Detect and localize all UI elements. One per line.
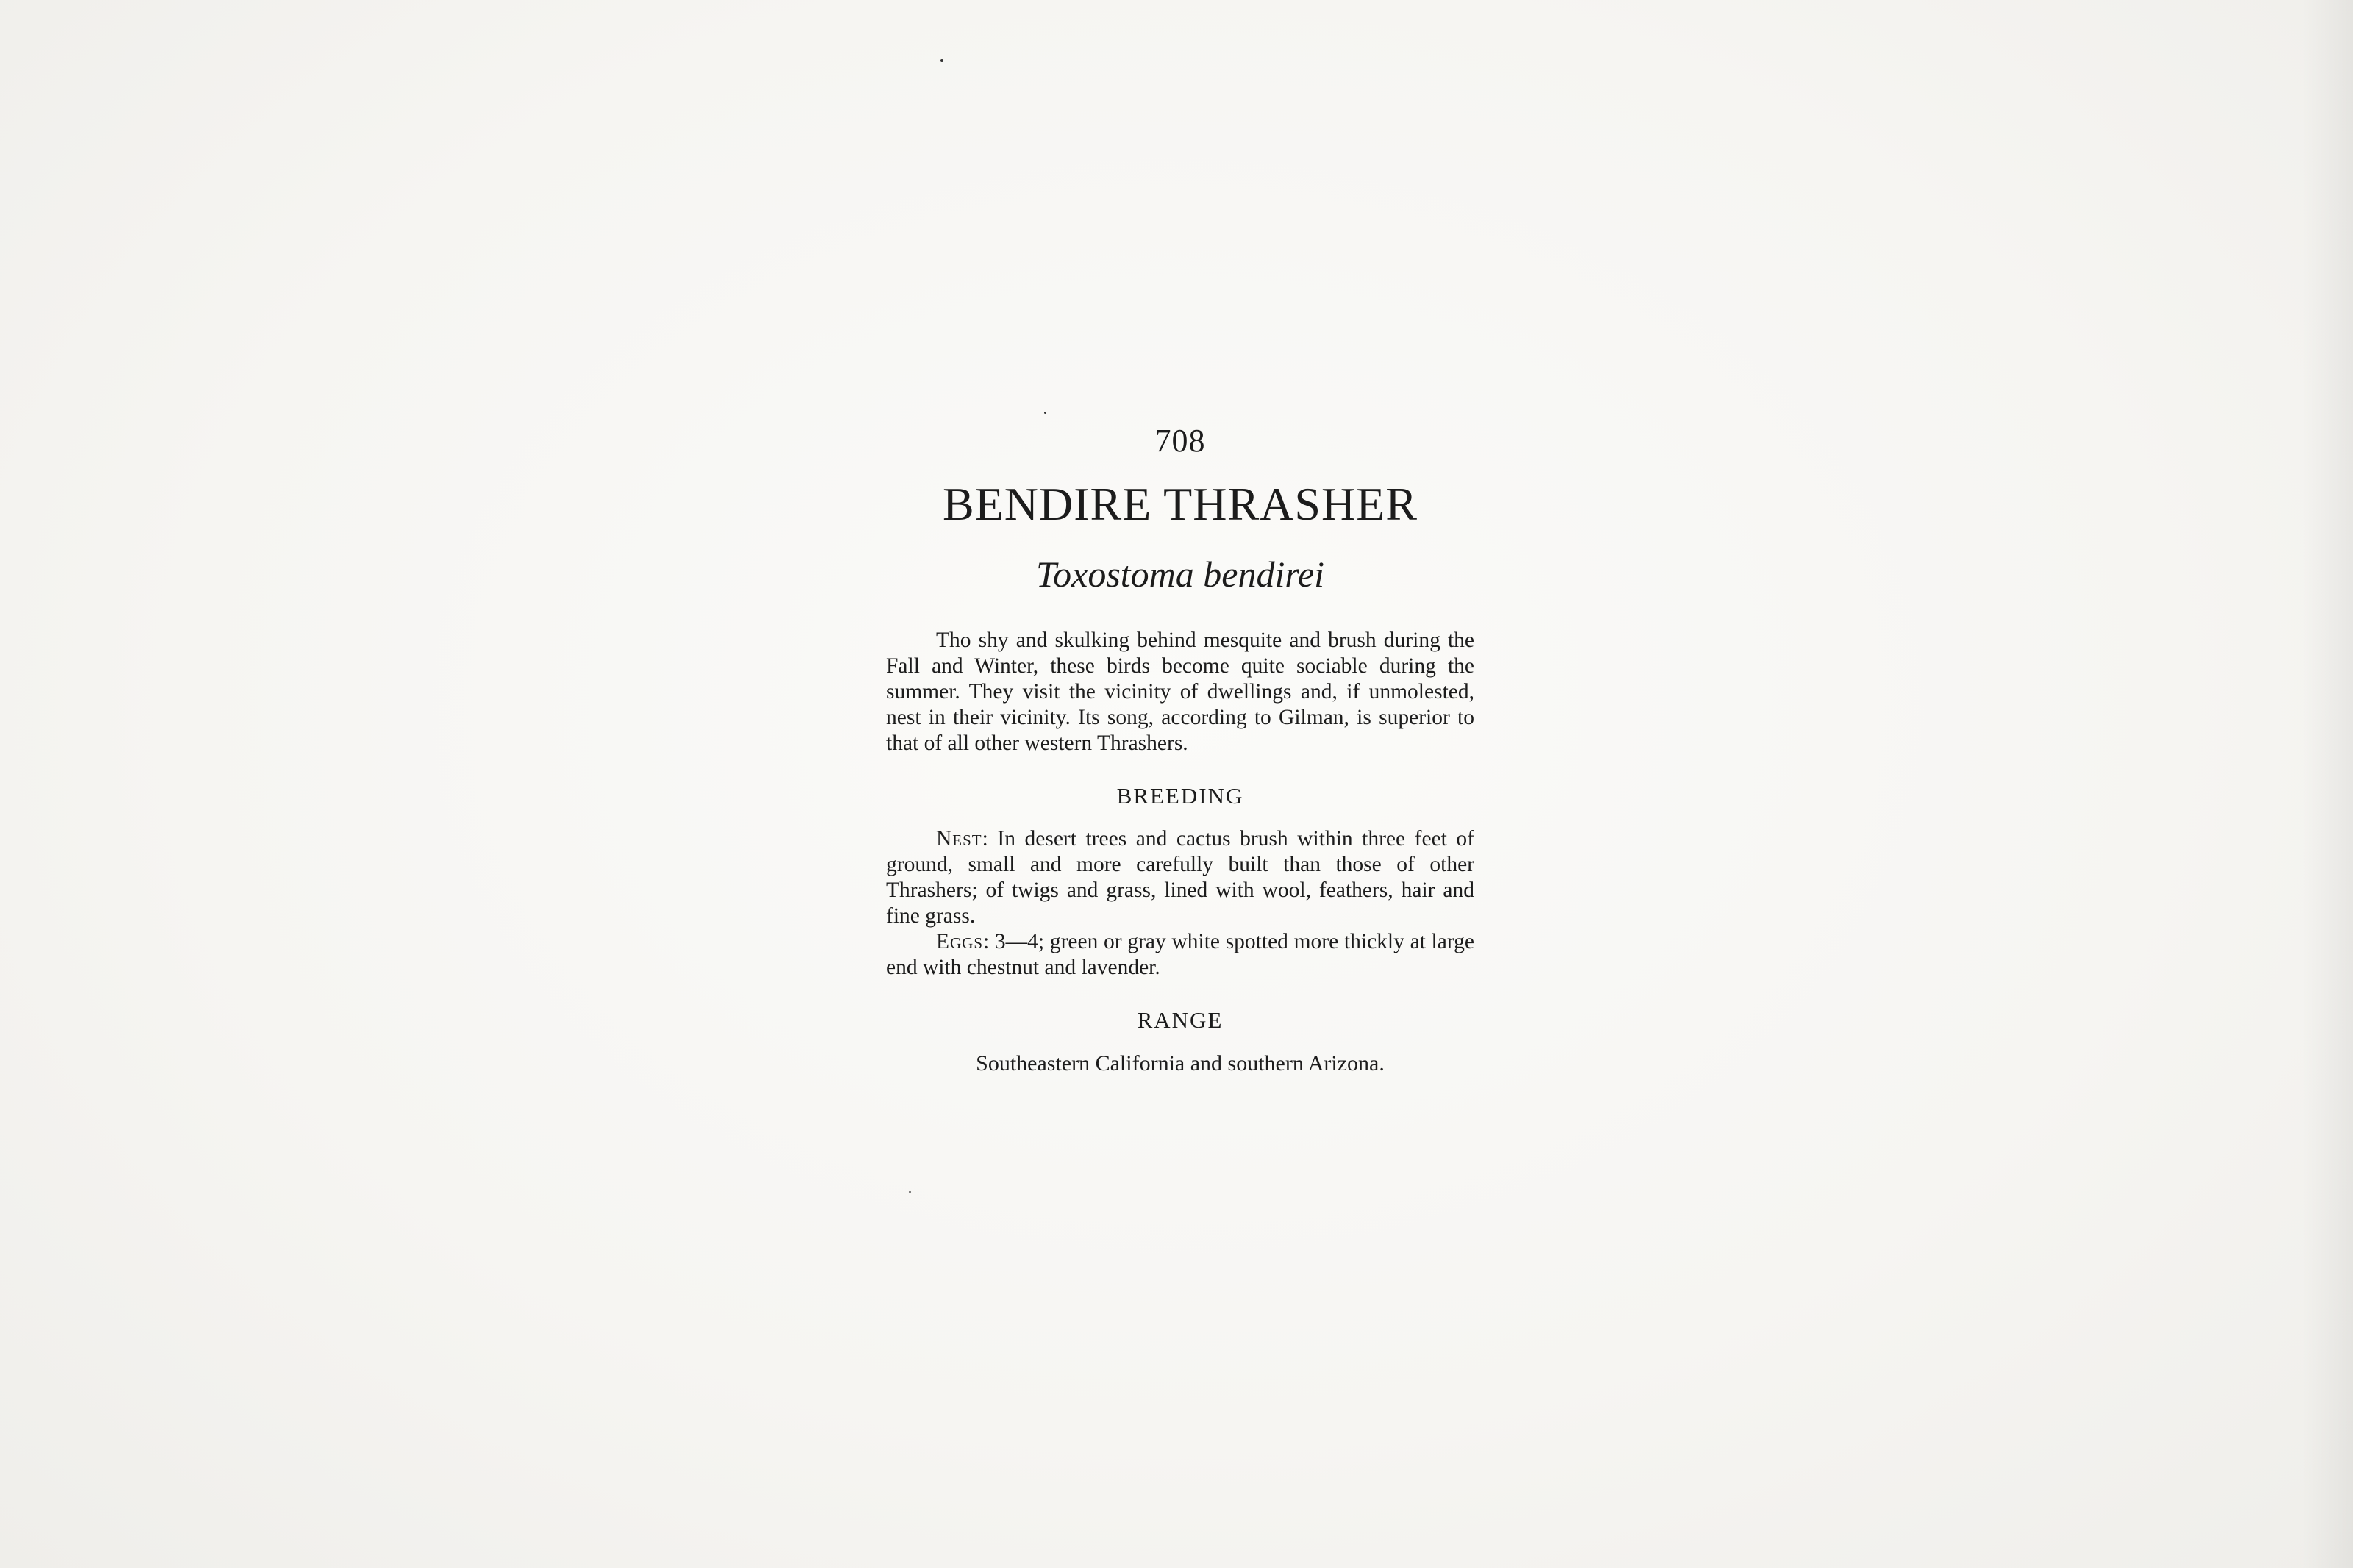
- eggs-label: Eggs: [936, 930, 984, 953]
- entry-text-block: [886, 412, 1474, 1076]
- scientific-name: Toxostoma bendirei: [1035, 554, 1325, 595]
- plate-number: 708: [1154, 423, 1206, 459]
- range-heading: RANGE: [1137, 1007, 1224, 1033]
- dust-speck: [909, 1191, 911, 1193]
- page-edge-shadow: [2302, 0, 2353, 1568]
- range-text: Southeastern California and southern Arizona.: [976, 1051, 1385, 1075]
- nest-text: : In desert trees and cactus brush within three feet of ground, small and more carefully built than those of other Thrashers; of twigs and grass, lined with wool, feathers, hair and fine grass.: [886, 827, 1474, 928]
- eggs-text: : 3—4; green or gray white spotted more thickly at large end with chestnut and lavender.: [886, 930, 1474, 979]
- dust-speck: [940, 59, 943, 62]
- description-paragraph: Tho shy and skulking behind mesquite and brush during the Fall and Winter, these birds become quite sociable during the summer. They visit the vicinity of dwellings and, if unmolested, nest in their vicinity. Its song, according to Gilman, is superior to that of all other western Thrashers.: [886, 629, 1474, 755]
- eggs-paragraph: [886, 929, 1474, 981]
- breeding-heading: BREEDING: [1116, 783, 1244, 809]
- nest-paragraph: [886, 826, 1474, 929]
- nest-label: Nest: [936, 827, 982, 851]
- species-title: BENDIRE THRASHER: [943, 478, 1418, 530]
